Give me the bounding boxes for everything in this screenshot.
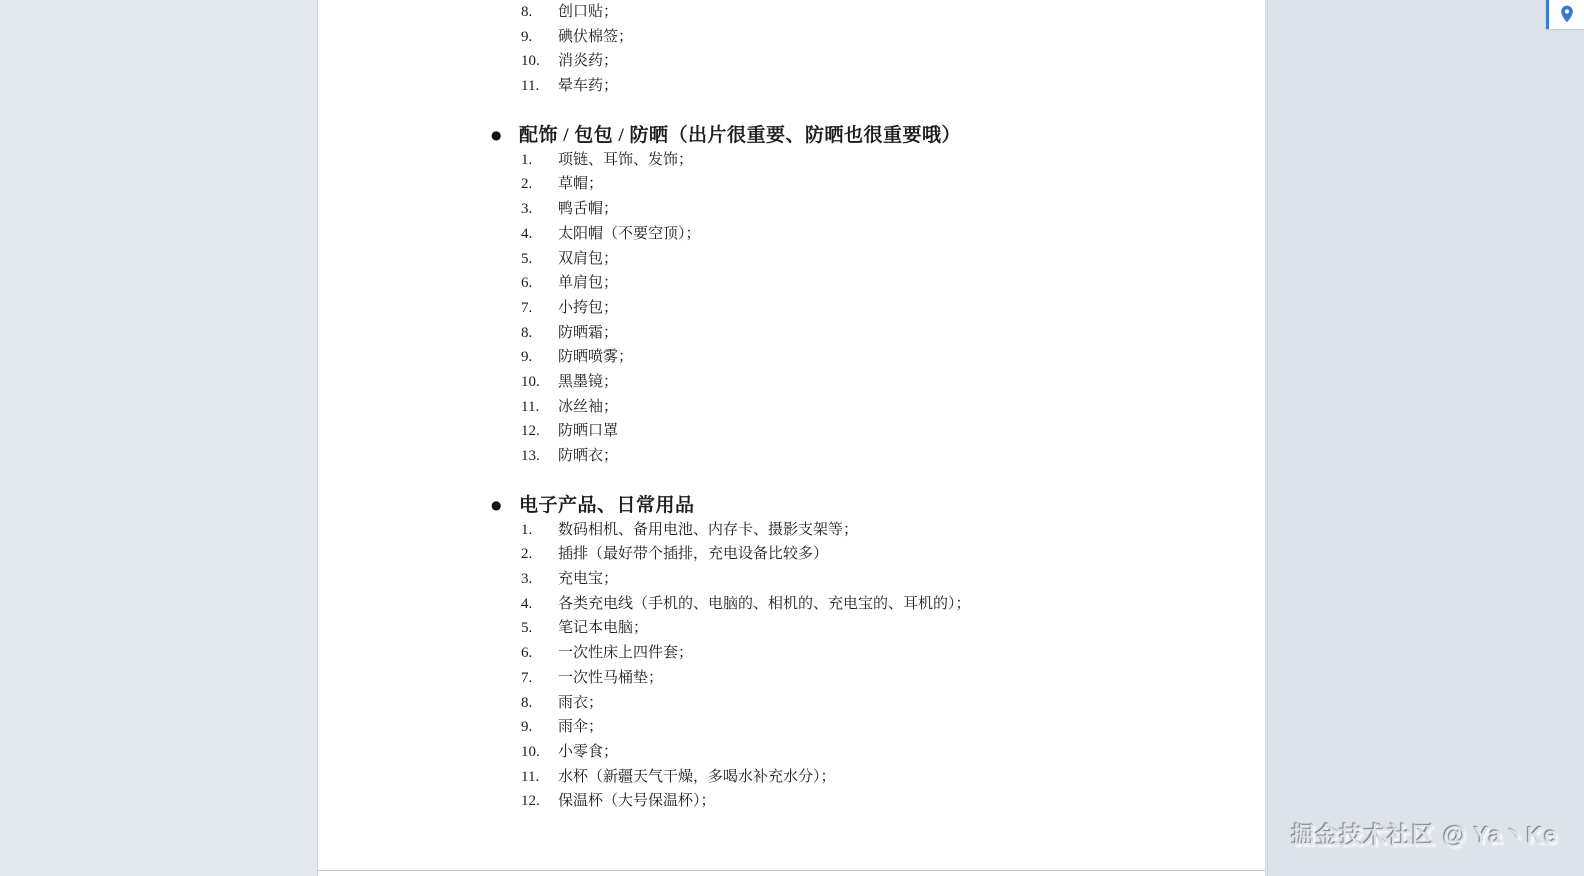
- list-item-number: 9.: [521, 28, 533, 45]
- list-item: [318, 567, 1265, 592]
- document-content: [318, 0, 1265, 814]
- list-item-number: 9.: [521, 719, 533, 736]
- list-item: [318, 616, 1265, 641]
- list-item-number: 11.: [521, 398, 540, 415]
- watermark: 掘金技术社区 @ Ya丶Ke: [1291, 822, 1558, 848]
- location-pin-icon: [1557, 4, 1577, 24]
- list-item-number: 7.: [521, 299, 533, 316]
- list-item-text: 防晒衣；: [558, 448, 619, 464]
- list-item-text: 项链、耳饰、发饰；: [558, 151, 694, 168]
- accessories-list: [318, 148, 1265, 469]
- list-item-number: 11.: [521, 78, 540, 95]
- section-heading-electronics: [318, 493, 1265, 518]
- list-item-text: 消炎药；: [558, 53, 619, 70]
- list-item-number: 6.: [521, 275, 533, 292]
- pin-accent-bar: [1546, 0, 1549, 29]
- list-item-text: 冰丝袖；: [558, 398, 619, 415]
- list-item-text: 各类充电线（手机的、电脑的、相机的、充电宝的、耳机的）；: [558, 595, 971, 612]
- list-item: [318, 444, 1265, 469]
- list-item-number: 5.: [521, 620, 533, 637]
- list-item-text: 防晒霜；: [558, 324, 619, 341]
- section-heading-accessories: [318, 123, 1265, 148]
- medicine-list-continuation: [318, 0, 1265, 99]
- list-item-number: 8.: [521, 4, 533, 20]
- map-pin-button[interactable]: [1546, 0, 1584, 29]
- list-item: [318, 271, 1265, 296]
- list-item-number: 10.: [521, 53, 540, 70]
- list-item-number: 8.: [521, 324, 533, 341]
- list-item-text: 雨伞；: [558, 719, 604, 736]
- list-item: [318, 395, 1265, 420]
- list-item: [318, 715, 1265, 740]
- list-item-text: 数码相机、备用电池、内存卡、摄影支架等；: [558, 521, 859, 538]
- list-item: [318, 419, 1265, 444]
- list-item: [318, 49, 1265, 74]
- list-item: [318, 542, 1265, 567]
- list-item: [318, 247, 1265, 272]
- list-item-number: 10.: [521, 373, 540, 390]
- list-item: [318, 641, 1265, 666]
- list-item-number: 5.: [521, 250, 533, 267]
- list-item-text: 碘伏棉签；: [558, 28, 634, 45]
- list-item-text: 双肩包；: [558, 250, 619, 267]
- list-item: [318, 666, 1265, 691]
- side-panel: [1267, 0, 1584, 876]
- list-item-number: 13.: [521, 448, 540, 464]
- list-item-number: 2.: [521, 546, 533, 563]
- list-item-text: 草帽；: [558, 176, 604, 193]
- list-item-number: 3.: [521, 201, 533, 218]
- list-item-text: 单肩包；: [558, 275, 619, 292]
- list-item-number: 12.: [521, 793, 540, 810]
- list-item-text: 保温杯（大号保温杯）；: [558, 793, 716, 810]
- list-item: [318, 789, 1265, 814]
- list-item-text: 创口贴；: [558, 4, 619, 20]
- list-item-text: 水杯（新疆天气干燥，多喝水补充水分）；: [558, 768, 836, 785]
- list-item: [318, 518, 1265, 543]
- list-item: [318, 172, 1265, 197]
- list-item-text: 一次性床上四件套；: [558, 645, 694, 662]
- list-item: [318, 765, 1265, 790]
- list-item-number: 1.: [521, 521, 533, 538]
- list-item: [318, 691, 1265, 716]
- list-item: [318, 197, 1265, 222]
- list-item-text: 鸭舌帽；: [558, 201, 619, 218]
- list-item-text: 雨衣；: [558, 694, 604, 711]
- list-item-number: 9.: [521, 349, 533, 366]
- list-item-number: 4.: [521, 595, 533, 612]
- list-item: [318, 296, 1265, 321]
- list-item: [318, 222, 1265, 247]
- page-boundary-line: [318, 870, 1265, 871]
- list-item-number: 10.: [521, 743, 540, 760]
- list-item-text: 太阳帽（不要空顶）；: [558, 225, 701, 242]
- document-page: [317, 0, 1266, 876]
- list-item: [318, 740, 1265, 765]
- list-item-number: 4.: [521, 225, 533, 242]
- list-item-number: 2.: [521, 176, 533, 193]
- list-item: [318, 592, 1265, 617]
- list-item-number: 7.: [521, 669, 533, 686]
- list-item-number: 3.: [521, 571, 533, 588]
- list-item: [318, 148, 1265, 173]
- section-title: 电子产品、日常用品: [519, 494, 695, 516]
- list-item-text: 插排（最好带个插排，充电设备比较多）: [558, 546, 829, 563]
- list-item-text: 晕车药；: [558, 78, 619, 95]
- list-item-text: 笔记本电脑；: [558, 620, 649, 637]
- list-item-number: 12.: [521, 423, 540, 440]
- list-item-text: 黑墨镜；: [558, 373, 619, 390]
- list-item: [318, 345, 1265, 370]
- list-item: [318, 370, 1265, 395]
- list-item-text: 充电宝；: [558, 571, 619, 588]
- list-item-text: 一次性马桶垫；: [558, 669, 664, 686]
- list-item-number: 11.: [521, 768, 540, 785]
- list-item: [318, 0, 1265, 25]
- list-item: [318, 25, 1265, 50]
- list-item-number: 8.: [521, 694, 533, 711]
- list-item-number: 1.: [521, 151, 533, 168]
- list-item: [318, 321, 1265, 346]
- list-item-text: 小挎包；: [558, 299, 619, 316]
- list-item-text: 防晒口罩: [558, 423, 619, 440]
- section-title: 配饰 / 包包 / 防晒（出片很重要、防晒也很重要哦）: [519, 124, 962, 146]
- list-item-text: 小零食；: [558, 743, 619, 760]
- list-item-text: 防晒喷雾；: [558, 349, 634, 366]
- electronics-list: [318, 518, 1265, 814]
- bullet-icon: ●: [491, 497, 502, 512]
- list-item-number: 6.: [521, 645, 533, 662]
- list-item: [318, 74, 1265, 99]
- bullet-icon: ●: [491, 127, 502, 142]
